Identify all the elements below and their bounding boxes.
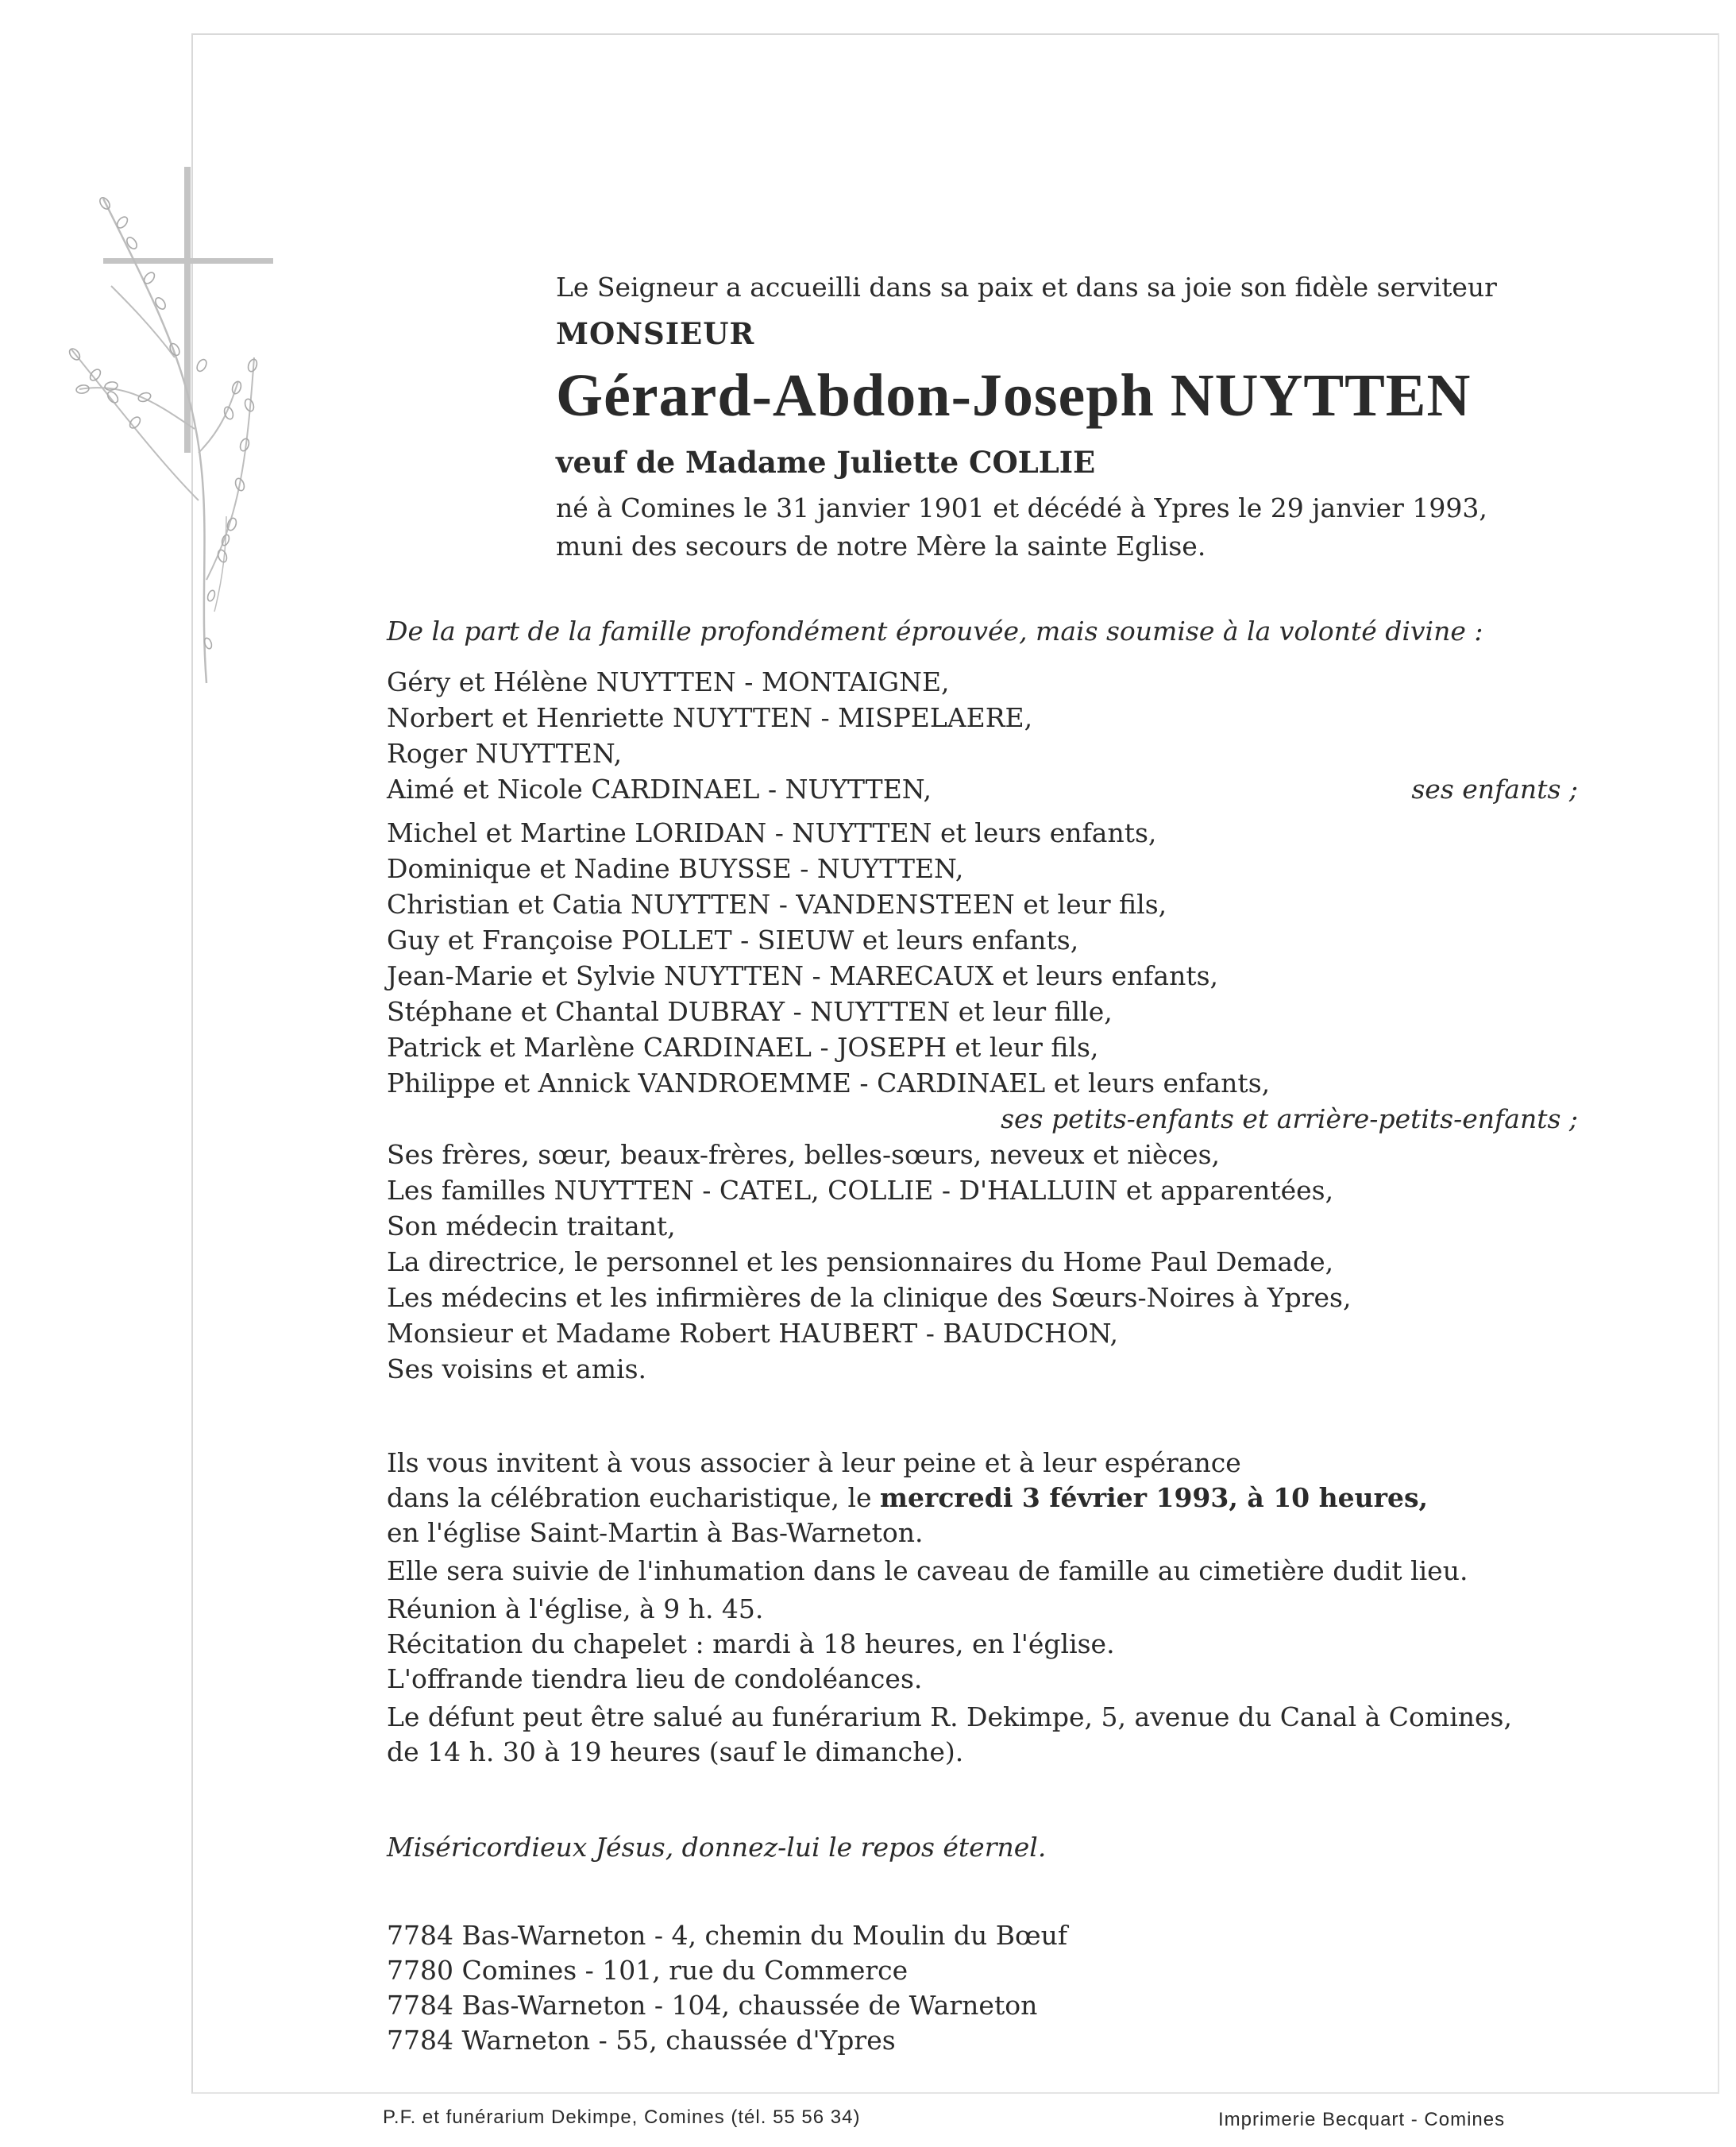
- list-item: Stéphane et Chantal DUBRAY - NUYTTEN et leur fille,: [387, 996, 1113, 1027]
- ceremony-text: dans la célébration eucharistique, le: [387, 1482, 881, 1513]
- ceremony-line: Réunion à l'église, à 9 h. 45.: [387, 1593, 764, 1624]
- list-item: Philippe et Annick VANDROEMME - CARDINAEL et leurs enfants,: [387, 1068, 1271, 1099]
- ceremony-details: [387, 1446, 1512, 1770]
- family-list: [387, 664, 1578, 1387]
- sacraments-line: muni des secours de notre Mère la sainte Eglise.: [556, 531, 1206, 562]
- list-item: Son médecin traitant,: [387, 1211, 676, 1241]
- address-list: [387, 1918, 1067, 2058]
- list-item: [387, 1101, 1578, 1137]
- address-line: 7784 Bas-Warneton - 104, chaussée de Warneton: [387, 1990, 1038, 2021]
- funeral-home-footer: P.F. et funérarium Dekimpe, Comines (tél. 55 56 34): [383, 2106, 861, 2128]
- list-item: La directrice, le personnel et les pensionnaires du Home Paul Demade,: [387, 1246, 1334, 1277]
- birth-death-line: né à Comines le 31 janvier 1901 et décédé à Ypres le 29 janvier 1993,: [556, 492, 1487, 523]
- printer-footer: Imprimerie Becquart - Comines: [1218, 2109, 1506, 2130]
- list-item: [387, 771, 1578, 807]
- widow-line: veuf de Madame Juliette COLLIE: [556, 445, 1096, 480]
- list-item: Christian et Catia NUYTTEN - VANDENSTEEN et leur fils,: [387, 889, 1167, 920]
- list-item: Guy et Françoise POLLET - SIEUW et leurs enfants,: [387, 925, 1079, 956]
- list-item: Norbert et Henriette NUYTTEN - MISPELAERE,: [387, 702, 1033, 733]
- deceased-name: Gérard-Abdon-Joseph NUYTTEN: [556, 362, 1472, 429]
- ceremony-line: Ils vous invitent à vous associer à leur peine et à leur espérance: [387, 1447, 1241, 1478]
- list-item: Jean-Marie et Sylvie NUYTTEN - MARECAUX et leurs enfants,: [387, 960, 1219, 991]
- list-item: Ses frères, sœur, beaux-frères, belles-sœurs, neveux et nièces,: [387, 1139, 1220, 1170]
- address-line: 7784 Warneton - 55, chaussée d'Ypres: [387, 2025, 896, 2056]
- list-item: Géry et Hélène NUYTTEN - MONTAIGNE,: [387, 666, 950, 697]
- ceremony-line: Récitation du chapelet : mardi à 18 heures, en l'église.: [387, 1628, 1115, 1659]
- children-label: ses enfants ;: [1411, 774, 1578, 805]
- list-item-text: Aimé et Nicole CARDINAEL - NUYTTEN,: [387, 774, 932, 805]
- intro-text: Le Seigneur a accueilli dans sa paix et dans sa joie son fidèle serviteur: [556, 272, 1497, 303]
- ceremony-line: de 14 h. 30 à 19 heures (sauf le dimanche).: [387, 1736, 964, 1767]
- prayer: Miséricordieux Jésus, donnez-lui le repos éternel.: [387, 1832, 1047, 1863]
- list-item: Patrick et Marlène CARDINAEL - JOSEPH et leur fils,: [387, 1032, 1099, 1063]
- address-line: 7780 Comines - 101, rue du Commerce: [387, 1955, 909, 1986]
- list-item: Ses voisins et amis.: [387, 1353, 647, 1384]
- ceremony-date: mercredi 3 février 1993, à 10 heures,: [880, 1482, 1429, 1513]
- ceremony-line: L'offrande tiendra lieu de condoléances.: [387, 1663, 923, 1694]
- list-item: Michel et Martine LORIDAN - NUYTTEN et leurs enfants,: [387, 817, 1157, 848]
- cross-with-branches-icon: [56, 167, 294, 691]
- ceremony-line: [387, 1481, 1512, 1516]
- ceremony-line: Le défunt peut être salué au funérarium R. Dekimpe, 5, avenue du Canal à Comines,: [387, 1701, 1512, 1732]
- list-item: Roger NUYTTEN,: [387, 738, 623, 769]
- family-intro: De la part de la famille profondément éprouvée, mais soumise à la volonté divine :: [387, 616, 1483, 647]
- ceremony-line: en l'église Saint-Martin à Bas-Warneton.: [387, 1517, 924, 1548]
- list-item: Monsieur et Madame Robert HAUBERT - BAUDCHON,: [387, 1318, 1119, 1349]
- address-line: 7784 Bas-Warneton - 4, chemin du Moulin du Bœuf: [387, 1920, 1068, 1951]
- honorific: MONSIEUR: [556, 316, 755, 351]
- grandchildren-label: ses petits-enfants et arrière-petits-enfants ;: [1001, 1103, 1578, 1134]
- list-item: Les médecins et les infirmières de la clinique des Sœurs-Noires à Ypres,: [387, 1282, 1352, 1313]
- list-item: Dominique et Nadine BUYSSE - NUYTTEN,: [387, 853, 964, 884]
- ceremony-line: Elle sera suivie de l'inhumation dans le caveau de famille au cimetière dudit lieu.: [387, 1555, 1468, 1586]
- list-item: Les familles NUYTTEN - CATEL, COLLIE - D'HALLUIN et apparentées,: [387, 1175, 1334, 1206]
